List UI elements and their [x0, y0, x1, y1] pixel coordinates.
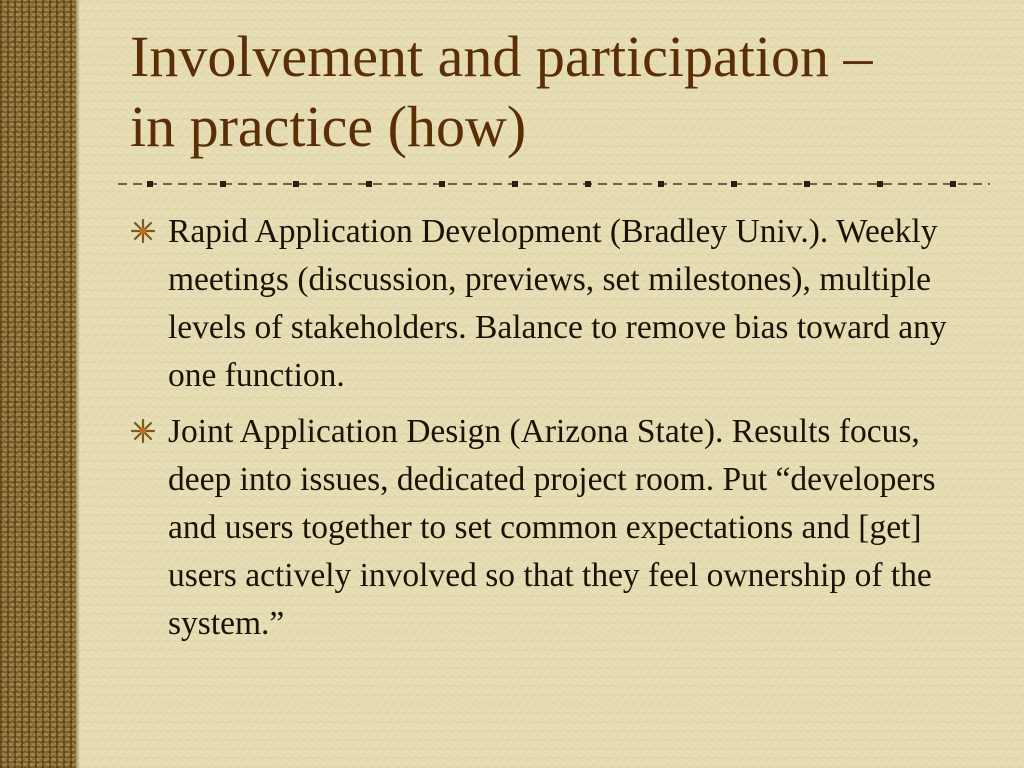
divider-dot — [877, 181, 883, 187]
title-line-1: Involvement and participation – — [130, 24, 873, 89]
list-item — [130, 408, 990, 648]
list-item — [130, 208, 990, 400]
title-divider — [118, 177, 990, 191]
divider-dot — [366, 181, 372, 187]
divider-dot — [585, 181, 591, 187]
bullet-list — [130, 208, 990, 656]
divider-dot — [512, 181, 518, 187]
starburst-bullet-icon — [130, 418, 156, 444]
divider-dot — [220, 181, 226, 187]
divider-dot — [658, 181, 664, 187]
starburst-bullet-icon — [130, 218, 156, 244]
divider-dot — [731, 181, 737, 187]
divider-dot — [147, 181, 153, 187]
divider-dot — [950, 181, 956, 187]
decorative-left-band — [0, 0, 76, 768]
divider-dot — [439, 181, 445, 187]
divider-dot — [293, 181, 299, 187]
slide-title — [130, 22, 1010, 162]
bullet-text: Joint Application Design (Arizona State). Results focus, deep into issues, dedicated project room. Put “developers and users together to set common expectations and [get] users actively involved so that they feel ownership of the system.” — [168, 413, 936, 642]
divider-dot — [804, 181, 810, 187]
bullet-text: Rapid Application Development (Bradley Univ.). Weekly meetings (discussion, previews, set milestones), multiple levels of stakeholders. Balance to remove bias toward any one function. — [168, 213, 947, 394]
left-band-shadow — [76, 0, 80, 768]
title-line-2: in practice (how) — [130, 94, 527, 159]
